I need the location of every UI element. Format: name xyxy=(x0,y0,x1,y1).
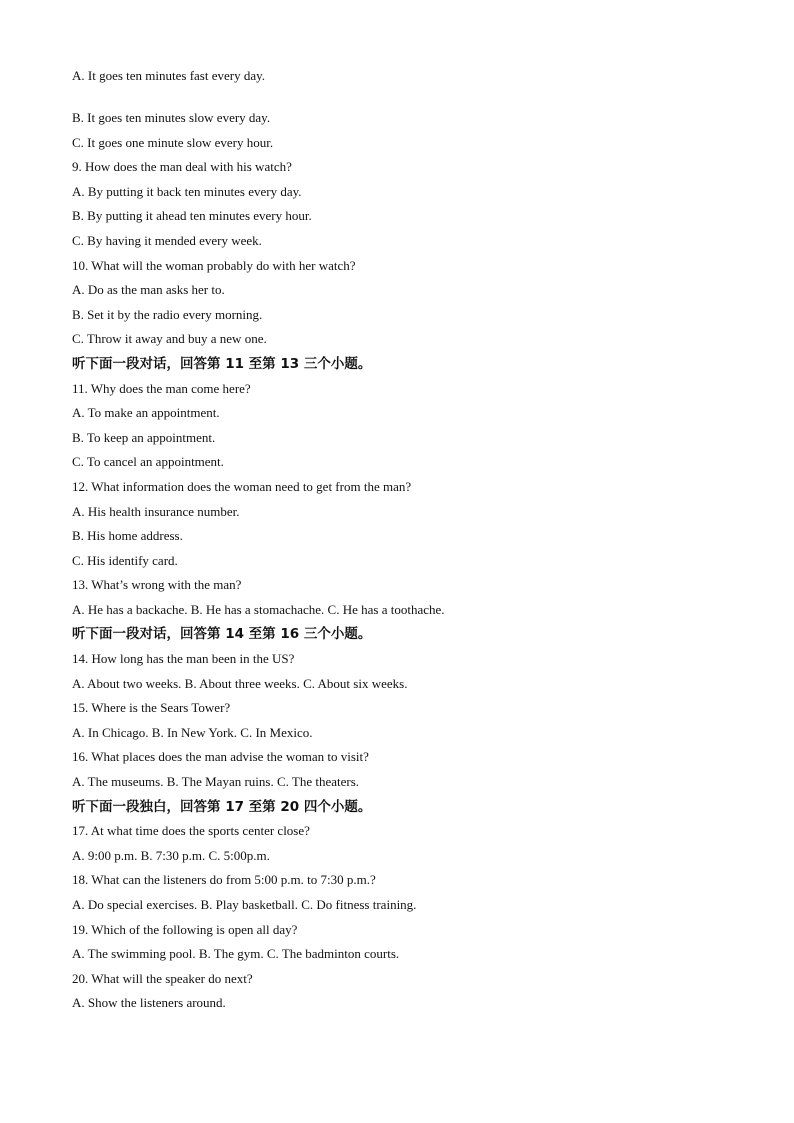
option-line: B. By putting it ahead ten minutes every hour. xyxy=(72,208,312,224)
option-line: A. The swimming pool. B. The gym. C. The badminton courts. xyxy=(72,946,400,962)
option-line: C. His identify card. xyxy=(72,552,178,568)
question-line: 17. At what time does the sports center close? xyxy=(72,823,310,839)
question-line: 14. How long has the man been in the US? xyxy=(72,651,295,667)
section-heading: 听下面一段对话，回答第 11 至第 13 三个小题。 xyxy=(72,355,372,372)
option-line: B. His home address. xyxy=(72,528,183,544)
question-line: 15. Where is the Sears Tower? xyxy=(72,700,231,716)
option-line: B. Set it by the radio every morning. xyxy=(72,306,263,322)
document-page xyxy=(72,66,732,1016)
option-line: C. To cancel an appointment. xyxy=(72,454,224,470)
question-line: 10. What will the woman probably do with her watch? xyxy=(72,257,356,273)
option-line: A. To make an appointment. xyxy=(72,405,220,421)
option-line: B. To keep an appointment. xyxy=(72,429,216,445)
option-line: A. Show the listeners around. xyxy=(72,995,226,1011)
question-line: 12. What information does the woman need to get from the man? xyxy=(72,478,412,494)
option-line: C. It goes one minute slow every hour. xyxy=(72,134,274,150)
option-line: C. By having it mended every week. xyxy=(72,232,262,248)
option-line: A. The museums. B. The Mayan ruins. C. The theaters. xyxy=(72,774,360,790)
question-line: 16. What places does the man advise the woman to visit? xyxy=(72,749,369,765)
question-line: 18. What can the listeners do from 5:00 p.m. to 7:30 p.m.? xyxy=(72,872,376,888)
option-line: A. In Chicago. B. In New York. C. In Mexico. xyxy=(72,724,313,740)
option-line: B. It goes ten minutes slow every day. xyxy=(72,110,271,125)
option-line: C. Throw it away and buy a new one. xyxy=(72,331,267,347)
option-line: A. He has a backache. B. He has a stomachache. C. He has a toothache. xyxy=(72,601,445,617)
question-line: 9. How does the man deal with his watch? xyxy=(72,159,292,175)
section-heading: 听下面一段独白，回答第 17 至第 20 四个小题。 xyxy=(72,798,372,815)
option-line: A. 9:00 p.m. B. 7:30 p.m. C. 5:00p.m. xyxy=(72,847,270,863)
option-line: A. It goes ten minutes fast every day. xyxy=(72,68,266,83)
question-line: 11. Why does the man come here? xyxy=(72,380,251,396)
option-line: A. By putting it back ten minutes every day. xyxy=(72,183,302,199)
option-line: A. His health insurance number. xyxy=(72,503,240,519)
question-line: 20. What will the speaker do next? xyxy=(72,970,253,986)
option-line: A. Do special exercises. B. Play basketball. C. Do fitness training. xyxy=(72,897,417,912)
section-heading: 听下面一段对话，回答第 14 至第 16 三个小题。 xyxy=(72,626,372,643)
option-line: A. About two weeks. B. About three weeks. C. About six weeks. xyxy=(72,675,408,691)
question-line: 19. Which of the following is open all day? xyxy=(72,921,298,937)
option-line: A. Do as the man asks her to. xyxy=(72,282,225,298)
question-line: 13. What’s wrong with the man? xyxy=(72,577,242,593)
